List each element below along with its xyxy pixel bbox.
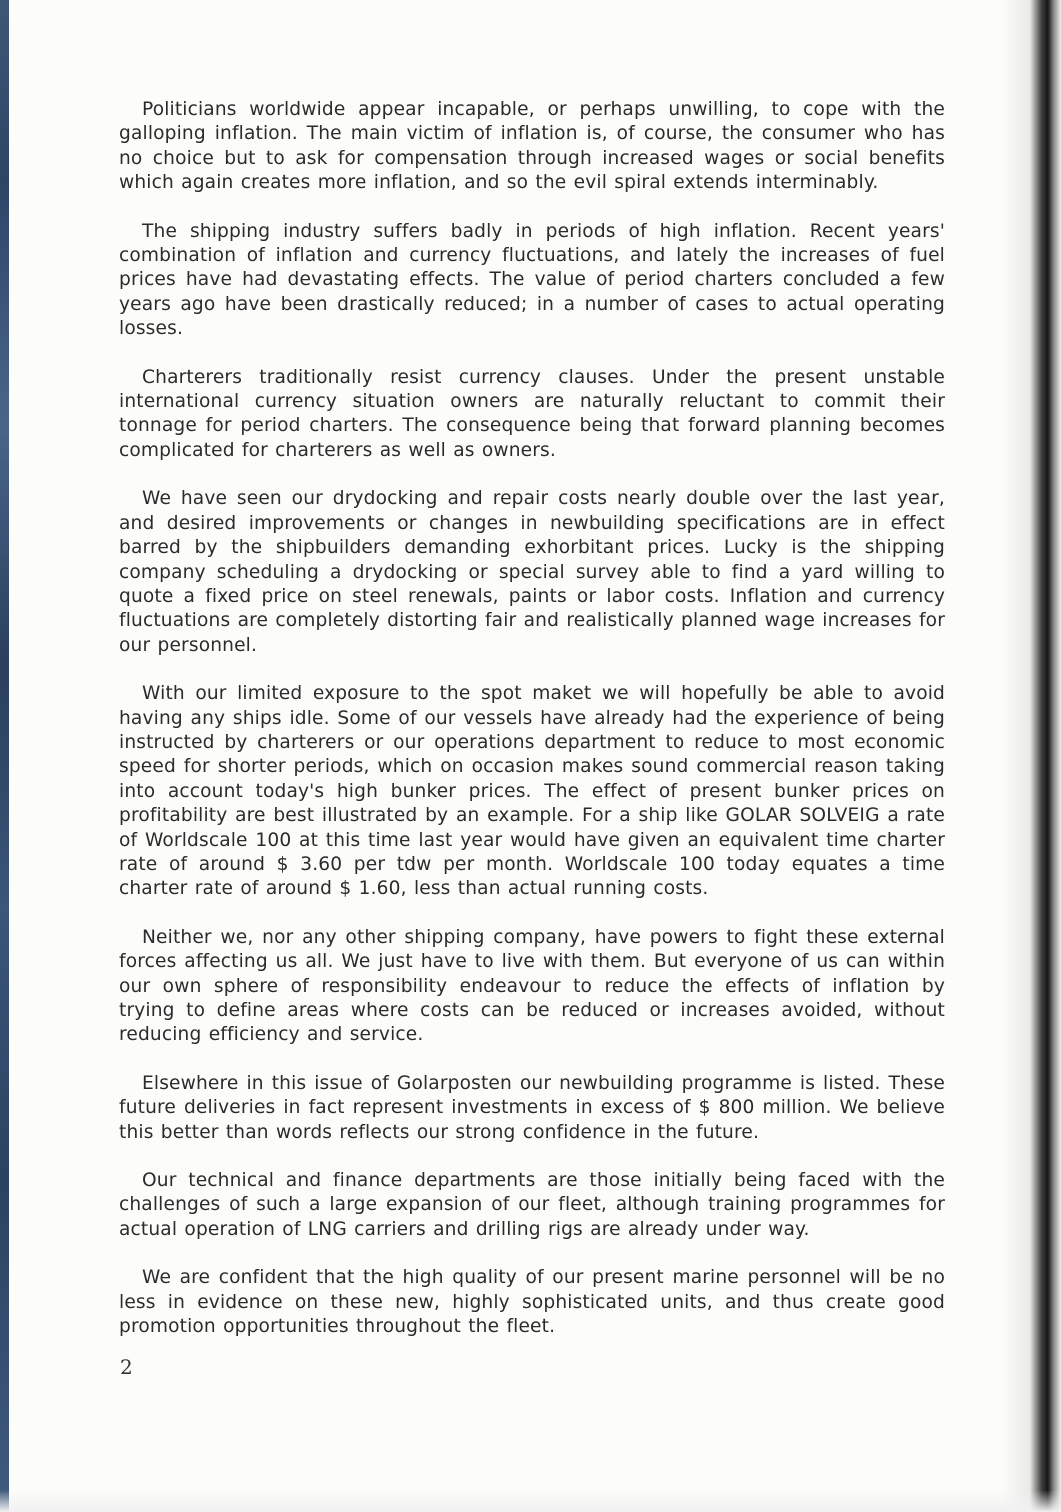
paragraph-4: We have seen our drydocking and repair costs nearly double over the last year, and desired improvements or changes in newbuilding specifications are in effect barred by the shipbuilders demanding exhorbitant prices. Lucky is the shipping company scheduling a drydocking or special survey able to find a yard willing to quote a fixed price on steel renewals, paints or labor costs. Inflation and currency fluctuations are completely distorting fair and realistically planned wage increases for our personnel. [119, 488, 945, 656]
paragraph-6: Neither we, nor any other shipping company, have powers to fight these external forces affecting us all. We just have to live with them. But everyone of us can within our own sphere of responsibility endeavour to reduce the effects of inflation by trying to define areas where costs can be reduced or increases avoided, without reducing efficiency and service. [119, 926, 945, 1046]
paragraph-5: With our limited exposure to the spot maket we will hopefully be able to avoid having any ships idle. Some of our vessels have already had the experience of being instructed by charterers or our operations department to reduce to most economic speed for shorter periods, which on occasion makes sound commercial reason taking into account today's high bunker prices. The effect of present bunker prices on profitability are best illustrated by an example. For a ship like GOLAR SOLVEIG a rate of Worldscale 100 at this time last year would have given an equivalent time charter rate of around $ 3.60 per tdw per month. Worldscale 100 today equates a time charter rate of around $ 1.60, less than actual running costs. [119, 683, 945, 900]
page-gutter-shadow [1001, 0, 1061, 1512]
paragraph-8: Our technical and finance departments are those initially being faced with the challenges of such a large expansion of our fleet, although training programmes for actual operation of LNG carriers and drilling rigs are already under way. [119, 1170, 945, 1240]
bottom-edge [0, 1490, 1061, 1512]
left-binding-edge [0, 0, 9, 1512]
paragraph-1: Politicians worldwide appear incapable, or perhaps unwilling, to cope with the galloping inflation. The main victim of inflation is, of course, the consumer who has no choice but to ask for compensation through increased wages or social benefits which again creates more inflation, and so the evil spiral extends interminably. [119, 99, 945, 194]
paragraph-2: The shipping industry suffers badly in periods of high inflation. Recent years' combination of inflation and currency fluctuations, and lately the increases of fuel prices have had devastating effects. The value of period charters concluded a few years ago have been drastically reduced; in a number of cases to actual operating losses. [119, 220, 945, 340]
page-number: 2 [120, 1355, 133, 1379]
document-body [119, 98, 945, 1363]
paragraph-7: Elsewhere in this issue of Golarposten our newbuilding programme is listed. These future deliveries in fact represent investments in excess of $ 800 million. We believe this better than words reflects our strong confidence in the future. [119, 1072, 945, 1143]
paragraph-3: Charterers traditionally resist currency clauses. Under the present unstable international currency situation owners are naturally reluctant to commit their tonnage for period charters. The consequence being that forward planning becomes complicated for charterers as well as owners. [119, 366, 945, 461]
paragraph-9: We are confident that the high quality of our present marine personnel will be no less in evidence on these new, highly sophisticated units, and thus create good promotion opportunities throughout the fleet. [119, 1267, 945, 1338]
